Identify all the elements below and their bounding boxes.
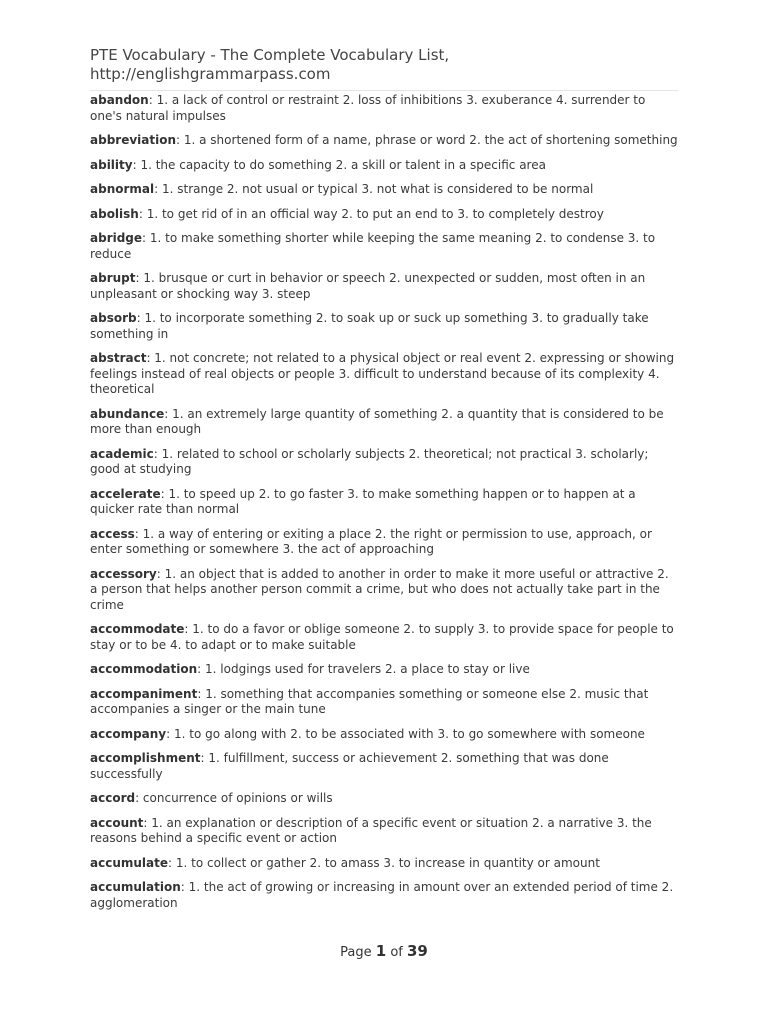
entry-definition: : 1. an explanation or description of a specific event or situation 2. a narrative 3. the reasons behind a specific event or action: [90, 815, 652, 845]
vocabulary-entry: [90, 447, 678, 478]
entry-term: abrupt: [90, 271, 136, 285]
entry-definition: : 1. something that accompanies something or someone else 2. music that accompanies a singer or the main tune: [90, 686, 649, 716]
entry-term: accomplishment: [90, 751, 201, 765]
entry-definition: : 1. the capacity to do something 2. a skill or talent in a specific area: [132, 157, 546, 172]
entry-definition: : 1. an extremely large quantity of something 2. a quantity that is considered to be more than enough: [90, 406, 664, 436]
entry-definition: : 1. related to school or scholarly subjects 2. theoretical; not practical 3. scholarly; good at studying: [90, 446, 649, 476]
vocabulary-entry: [90, 662, 678, 678]
entry-term: accompany: [90, 726, 167, 741]
entry-definition: : 1. lodgings used for travelers 2. a place to stay or live: [197, 662, 530, 676]
document-title: [90, 46, 678, 84]
document-page: [90, 46, 678, 920]
entry-definition: : 1. to make something shorter while keeping the same meaning 2. to condense 3. to reduce: [90, 231, 656, 261]
total-pages: 39: [407, 942, 428, 960]
vocabulary-entry: [90, 182, 678, 198]
entry-definition: : 1. a shortened form of a name, phrase or word 2. the act of shortening something: [176, 133, 678, 147]
vocabulary-entry: [90, 527, 678, 558]
entry-definition: : 1. to speed up 2. to go faster 3. to make something happen or to happen at a quicker rate than normal: [90, 486, 636, 516]
entry-definition: : 1. to collect or gather 2. to amass 3. to increase in quantity or amount: [168, 855, 600, 870]
vocabulary-entry: [90, 351, 678, 398]
vocabulary-entry: [90, 158, 678, 174]
entry-definition: : 1. fulfillment, success or achievement 2. something that was done successfully: [90, 751, 609, 781]
document-title-line2: http://englishgrammarpass.com: [90, 65, 331, 83]
entry-term: accumulate: [90, 855, 168, 870]
vocabulary-list: [90, 93, 678, 911]
page-label: Page: [340, 945, 372, 960]
entry-term: academic: [90, 446, 154, 461]
vocabulary-entry: [90, 271, 678, 302]
entry-term: accessory: [90, 566, 157, 581]
entry-term: abundance: [90, 406, 165, 421]
entry-term: accompaniment: [90, 686, 198, 701]
vocabulary-entry: [90, 311, 678, 342]
entry-term: absorb: [90, 311, 137, 325]
vocabulary-entry: [90, 231, 678, 262]
entry-definition: : 1. not concrete; not related to a physical object or real event 2. expressing or showing feelings instead of real objects or people 3. difficult to understand because of its complexity 4. theoretical: [90, 351, 675, 396]
entry-term: abridge: [90, 231, 143, 245]
document-title-line1: PTE Vocabulary - The Complete Vocabulary List,: [90, 46, 450, 64]
page-of-label: of: [390, 945, 403, 960]
vocabulary-entry: [90, 407, 678, 438]
entry-definition: : 1. a lack of control or restraint 2. loss of inhibitions 3. exuberance 4. surrender to one's natural impulses: [90, 93, 646, 123]
vocabulary-entry: [90, 816, 678, 847]
vocabulary-entry: [90, 791, 678, 807]
entry-definition: : concurrence of opinions or wills: [135, 791, 333, 805]
entry-term: abbreviation: [90, 133, 177, 147]
vocabulary-entry: [90, 727, 678, 743]
entry-term: abandon: [90, 93, 149, 107]
entry-definition: : 1. a way of entering or exiting a place 2. the right or permission to use, approach, or enter something or somewhere 3. the act of approaching: [90, 526, 652, 556]
entry-term: abstract: [90, 351, 147, 365]
title-divider: [90, 90, 678, 91]
vocabulary-entry: [90, 622, 678, 653]
vocabulary-entry: [90, 567, 678, 614]
entry-term: accumulation: [90, 880, 181, 894]
entry-definition: : 1. to do a favor or oblige someone 2. to supply 3. to provide space for people to stay or to be 4. to adapt or to make suitable: [90, 622, 674, 652]
current-page-number: 1: [375, 942, 387, 960]
entry-term: accord: [90, 791, 136, 805]
vocabulary-entry: [90, 487, 678, 518]
vocabulary-entry: [90, 880, 678, 911]
vocabulary-entry: [90, 856, 678, 872]
entry-term: access: [90, 526, 135, 541]
entry-term: accommodation: [90, 662, 198, 676]
entry-definition: : 1. strange 2. not usual or typical 3. not what is considered to be normal: [154, 182, 594, 196]
entry-definition: : 1. brusque or curt in behavior or speech 2. unexpected or sudden, most often in an unpleasant or shocking way 3. steep: [90, 271, 646, 301]
vocabulary-entry: [90, 207, 678, 223]
entry-definition: : 1. to get rid of in an official way 2. to put an end to 3. to completely destroy: [138, 206, 604, 221]
entry-term: abnormal: [90, 182, 155, 196]
vocabulary-entry: [90, 687, 678, 718]
entry-term: account: [90, 815, 144, 830]
vocabulary-entry: [90, 751, 678, 782]
entry-definition: : 1. an object that is added to another in order to make it more useful or attractive 2. a person that helps another person commit a crime, but who does not actually take part in the crime: [90, 566, 669, 612]
entry-term: abolish: [90, 206, 139, 221]
vocabulary-entry: [90, 93, 678, 124]
entry-definition: : 1. to incorporate something 2. to soak up or suck up something 3. to gradually take something in: [90, 311, 649, 341]
entry-term: accommodate: [90, 622, 185, 636]
entry-term: accelerate: [90, 486, 161, 501]
entry-term: ability: [90, 157, 133, 172]
vocabulary-entry: [90, 133, 678, 149]
page-footer: [0, 942, 768, 960]
entry-definition: : 1. to go along with 2. to be associated with 3. to go somewhere with someone: [166, 726, 645, 741]
entry-definition: : 1. the act of growing or increasing in amount over an extended period of time 2. agglomeration: [90, 880, 674, 910]
